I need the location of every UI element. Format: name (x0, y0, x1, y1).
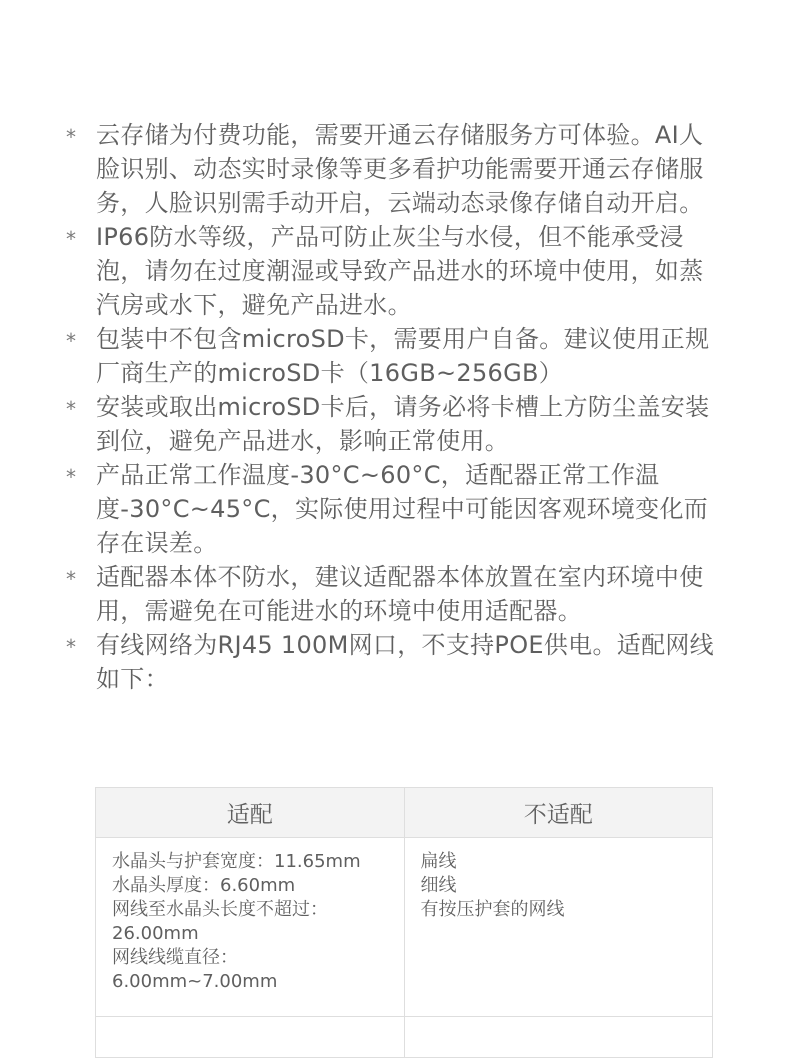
table-header-row (96, 788, 713, 838)
table-row (96, 838, 713, 1017)
note-sd-card-install (62, 390, 722, 458)
compatible-spec-line: 网线至水晶头长度不超过： (112, 899, 328, 920)
compatible-spec-line: 网线线缆直径： (112, 947, 238, 968)
compatible-cell (96, 838, 405, 1017)
header-compatible: 适配 (96, 788, 405, 838)
note-temperature (62, 458, 722, 560)
empty-cell (404, 1017, 713, 1058)
note-text: 云存储为付费功能，需要开通云存储服务方可体验。AI人脸识别、动态实时录像等更多看护功能需要开通云存储服务，人脸识别需手动开启，云端动态录像存储自动开启。 (96, 121, 704, 217)
compatible-spec-line: 6.00mm~7.00mm (112, 971, 278, 992)
incompatible-spec-line: 细线 (420, 875, 457, 896)
note-waterproof (62, 220, 722, 322)
note-adapter (62, 560, 722, 628)
incompatible-spec-line: 有按压护套的网线 (420, 899, 565, 920)
bullet-asterisk: * (66, 227, 77, 251)
note-text: 安装或取出microSD卡后，请务必将卡槽上方防尘盖安装到位，避免产品进水，影响正常使用。 (96, 393, 710, 455)
incompatible-cell (404, 838, 713, 1017)
note-text: 包装中不包含microSD卡，需要用户自备。建议使用正规厂商生产的microSD卡（16GB~256GB） (96, 325, 710, 387)
bullet-asterisk: * (66, 465, 77, 489)
bullet-asterisk: * (66, 397, 77, 421)
bullet-asterisk: * (66, 329, 77, 353)
note-text: IP66防水等级，产品可防止灰尘与水侵，但不能承受浸泡，请勿在过度潮湿或导致产品进水的环境中使用，如蒸汽房或水下，避免产品进水。 (96, 223, 704, 319)
compatible-spec-line: 26.00mm (112, 923, 199, 944)
note-text: 适配器本体不防水，建议适配器本体放置在室内环境中使用，需避免在可能进水的环境中使用适配器。 (96, 563, 704, 625)
cable-compatibility-table (95, 787, 713, 1058)
empty-cell (96, 1017, 405, 1058)
bullet-asterisk: * (66, 125, 77, 149)
incompatible-spec-line: 扁线 (420, 851, 457, 872)
note-text: 产品正常工作温度-30°C~60°C，适配器正常工作温度-30°C~45°C，实际使用过程中可能因客观环境变化而存在误差。 (96, 461, 709, 557)
note-sd-card-package (62, 322, 722, 390)
compatible-spec-line: 水晶头与护套宽度：11.65mm (112, 851, 361, 872)
notes-list (62, 118, 722, 696)
note-network (62, 628, 722, 696)
compatible-spec-line: 水晶头厚度：6.60mm (112, 875, 296, 896)
table-row (96, 1017, 713, 1058)
note-text: 有线网络为RJ45 100M网口，不支持POE供电。适配网线如下： (96, 631, 714, 693)
header-incompatible: 不适配 (404, 788, 713, 838)
note-cloud-storage (62, 118, 722, 220)
bullet-asterisk: * (66, 567, 77, 591)
bullet-asterisk: * (66, 635, 77, 659)
